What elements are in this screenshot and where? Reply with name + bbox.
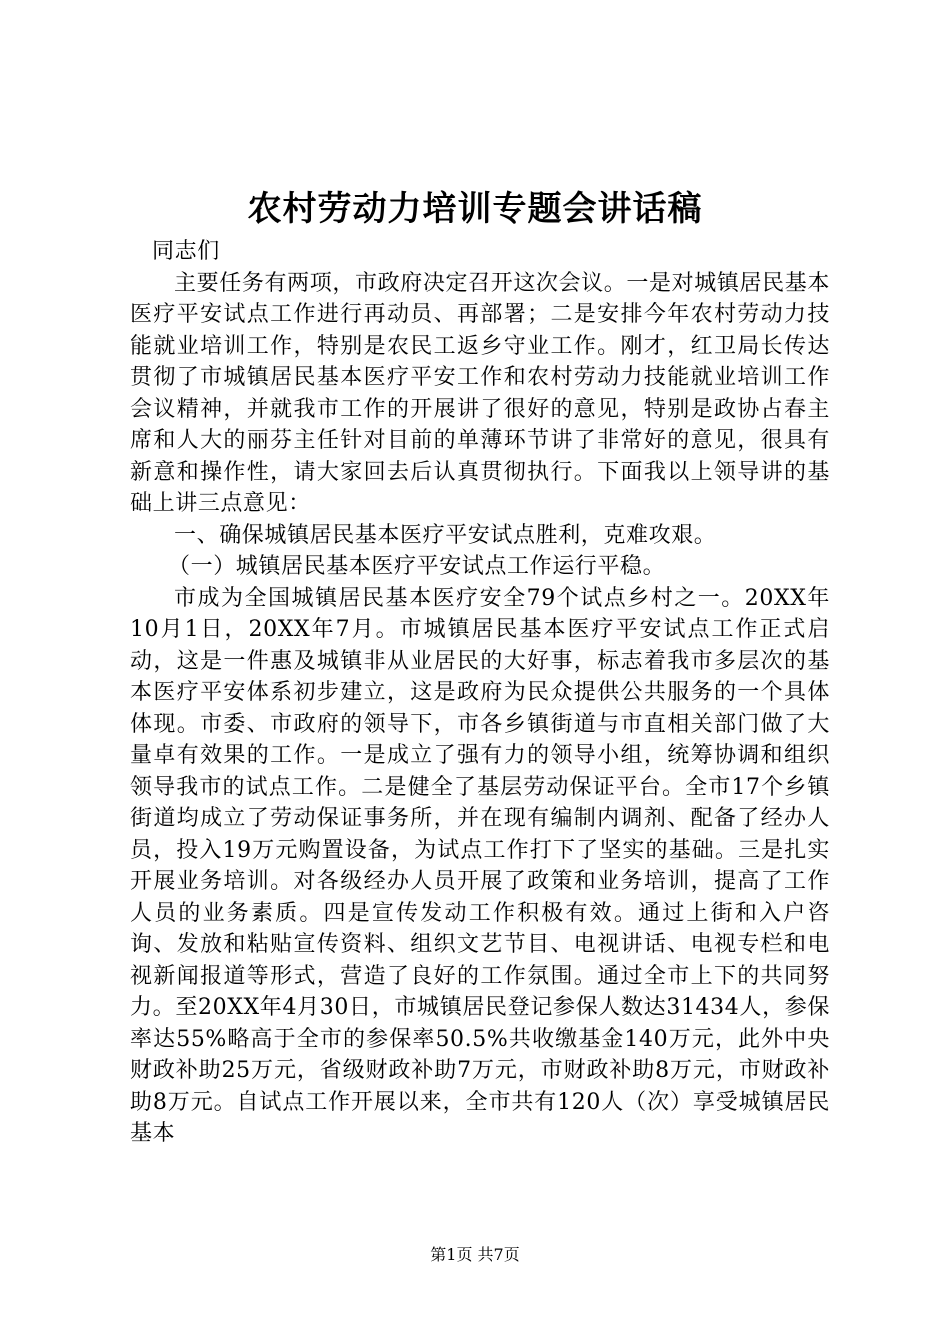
page-footer: 第1页 共7页: [430, 1245, 520, 1264]
section-heading-1: 一、确保城镇居民基本医疗平安试点胜利，克难攻艰。: [174, 522, 717, 548]
paragraph-body: 市成为全国城镇居民基本医疗安全79个试点乡村之一。20XX年10月1日，20XX年7月。市城镇居民基本医疗平安试点工作正式启动，这是一件惠及城镇非从业居民的大好事，标志着我市多层次的基本医疗平安体系初步建立，这是政府为民众提供公共服务的一个具体体现。市委、市政府的领导下，市各乡镇街道与市直相关部门做了大量卓有效果的工作。一是成立了强有力的领导小组，统筹协调和组织领导我市的试点工作。二是健全了基层劳动保证平台。全市17个乡镇街道均成立了劳动保证事务所，并在现有编制内调剂、配备了经办人员，投入19万元购置设备，为试点工作打下了坚实的基础。三是扎实开展业务培训。对各级经办人员开展了政策和业务培训，提高了工作人员的业务素质。四是宣传发动工作积极有效。通过上街和入户咨询、发放和粘贴宣传资料、组织文艺节目、电视讲话、电视专栏和电视新闻报道等形式，营造了良好的工作氛围。通过全市上下的共同努力。至20XX年4月30日，市城镇居民登记参保人数达31434人，参保率达55%略高于全市的参保率50.5%共收缴基金140万元，此外中央财政补助25万元，省级财政补助7万元，市财政补助8万元，市财政补助8万元。自试点工作开展以来，全市共有120人（次）享受城镇居民基本: [130, 585, 830, 1146]
page-title: 农村劳动力培训专题会讲话稿: [247, 189, 703, 229]
document-body: [130, 236, 830, 1150]
paragraph-intro: 主要任务有两项，市政府决定召开这次会议。一是对城镇居民基本医疗平安试点工作进行再动员、再部署；二是安排今年农村劳动力技能就业培训工作，特别是农民工返乡守业工作。刚才，红卫局长传达贯彻了市城镇居民基本医疗平安工作和农村劳动力技能就业培训工作会议精神，并就我市工作的开展讲了很好的意见，特别是政协占春主席和人大的丽芬主任针对目前的单薄环节讲了非常好的意见，很具有新意和操作性，请大家回去后认真贯彻执行。下面我以上领导讲的基础上讲三点意见：: [130, 270, 830, 516]
salutation: 同志们: [152, 239, 220, 264]
subsection-heading-1: （一）城镇居民基本医疗平安试点工作运行平稳。: [168, 554, 666, 579]
